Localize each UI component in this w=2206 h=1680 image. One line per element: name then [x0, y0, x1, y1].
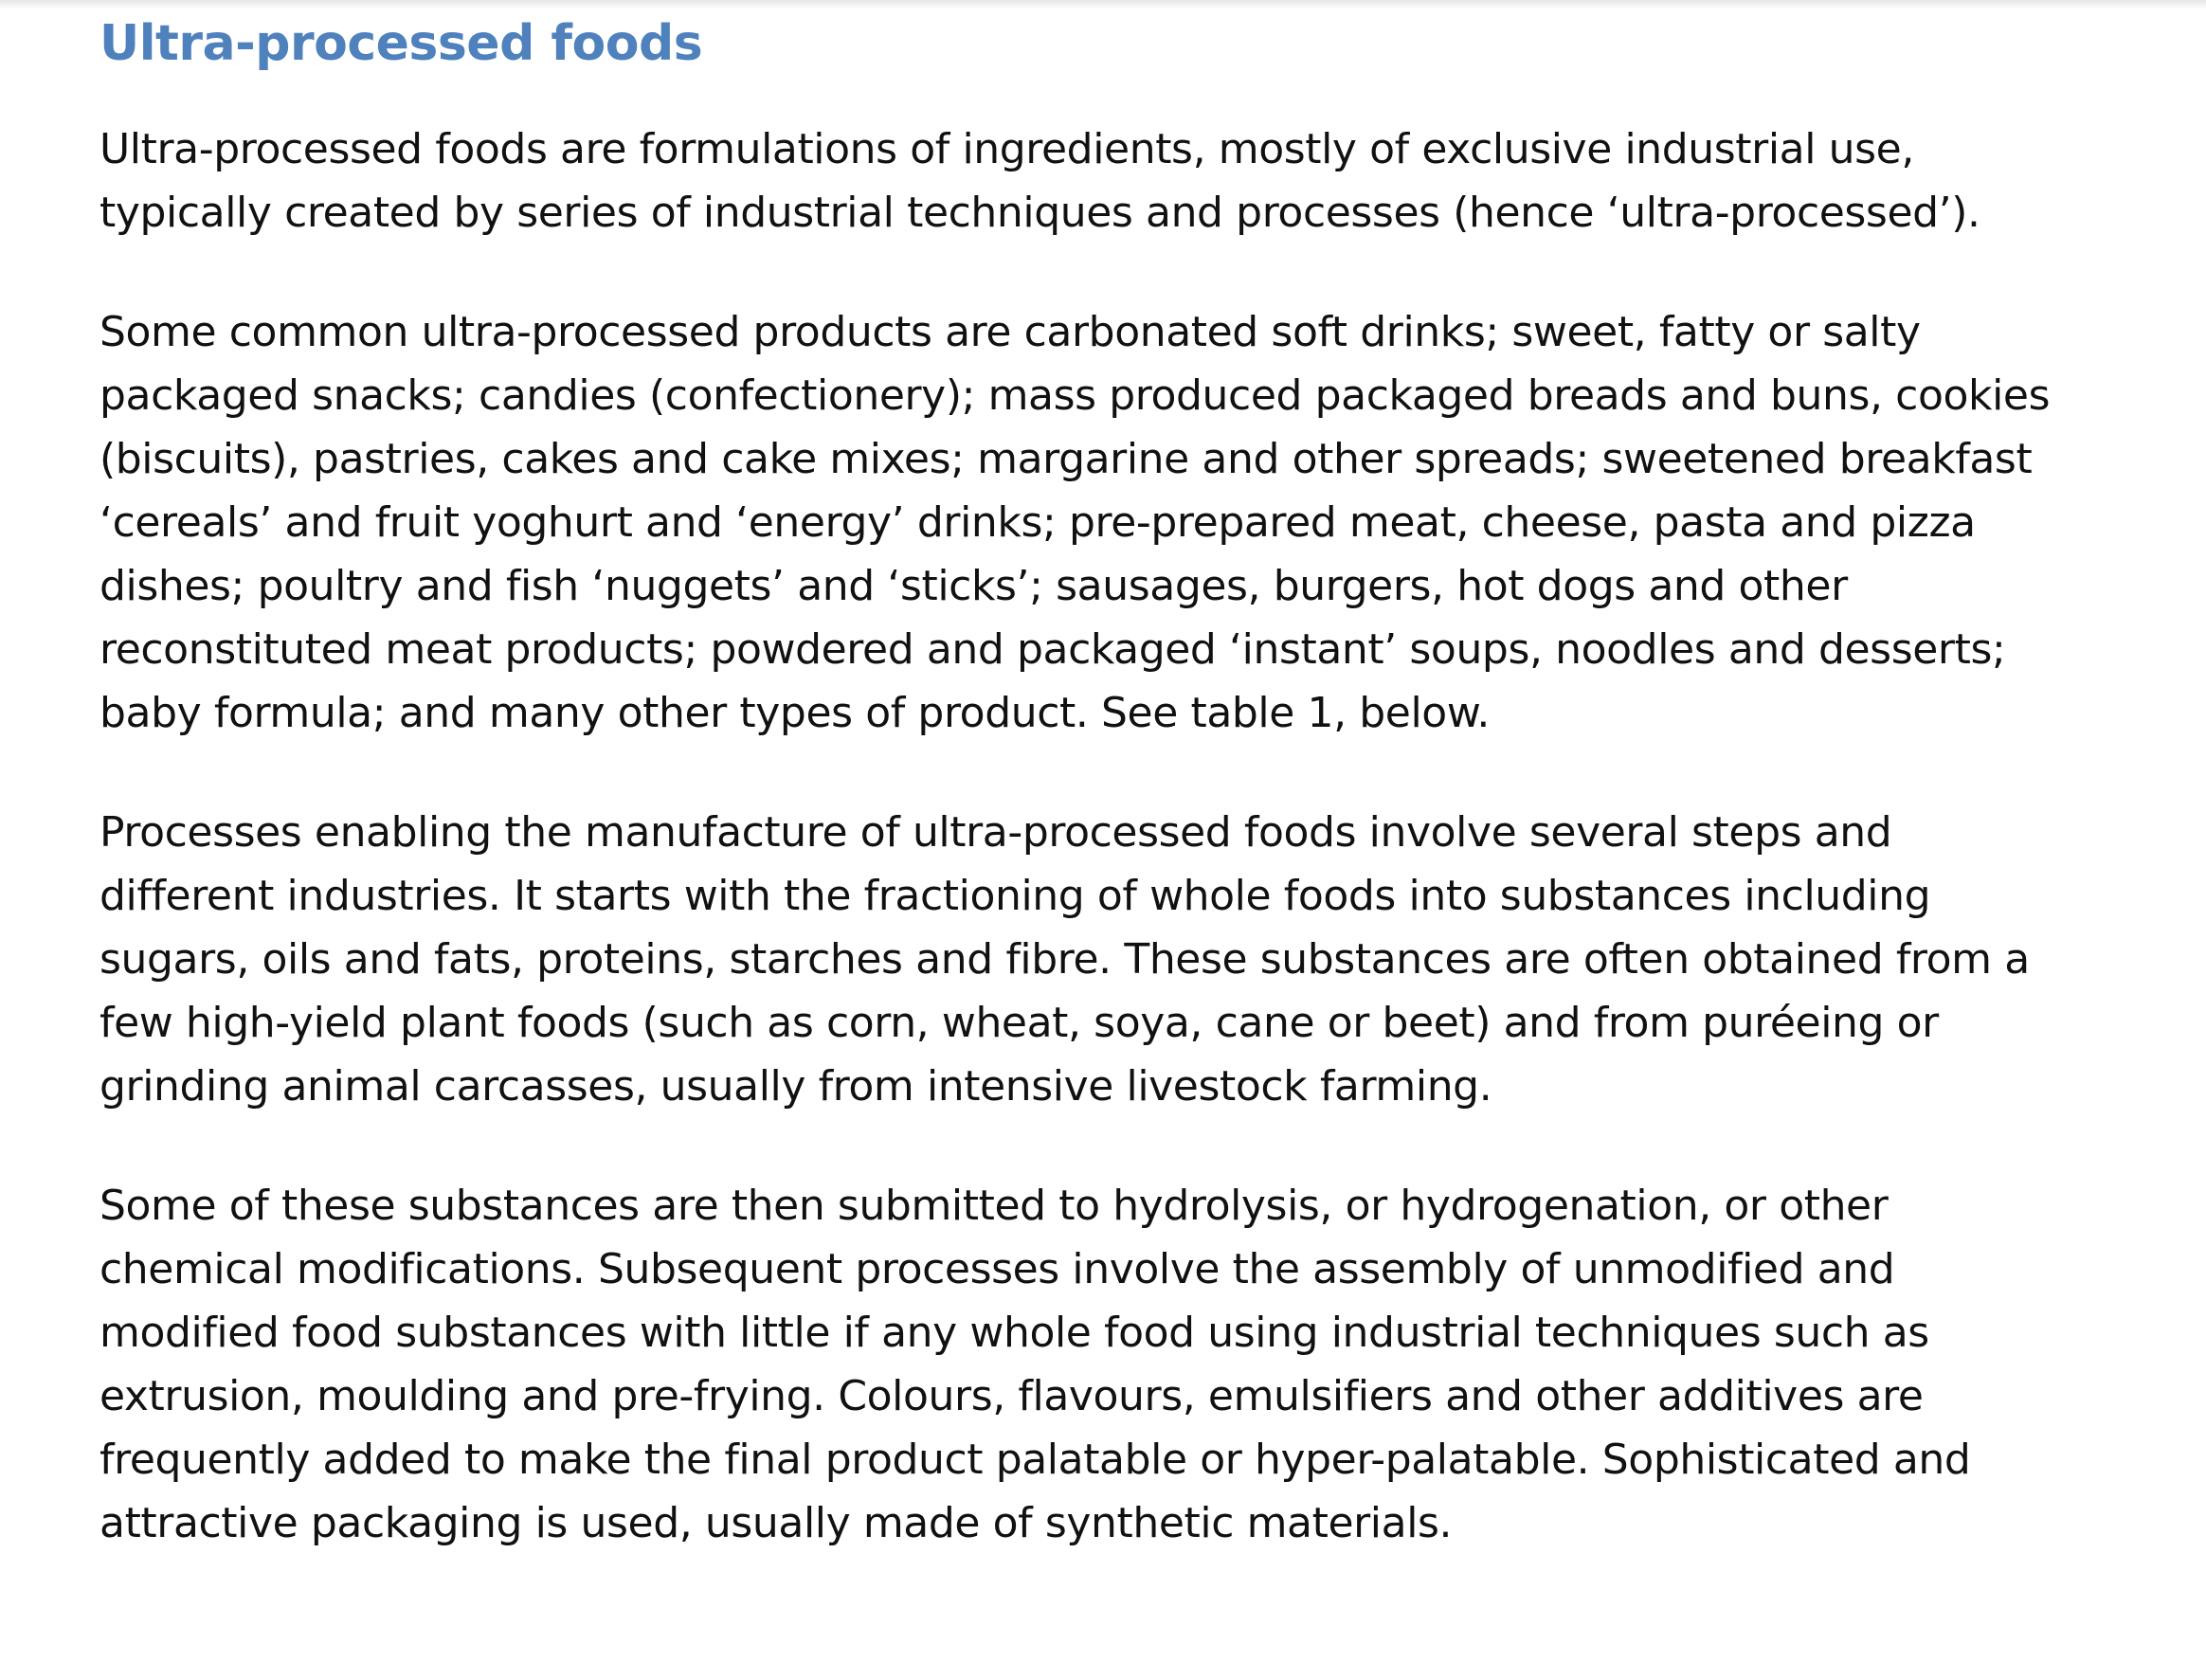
- text-line: frequently added to make the final product palatable or hyper-palatable. Sophisticated and: [99, 1436, 1971, 1484]
- paragraph-definition: [99, 117, 2165, 244]
- document-body: [99, 0, 2165, 1555]
- text-line: reconstituted meat products; powdered and packaged ‘instant’ soups, noodles and desserts;: [99, 625, 2006, 674]
- text-line: Processes enabling the manufacture of ultra-processed foods involve several steps and: [99, 808, 1892, 857]
- text-line: ‘cereals’ and fruit yoghurt and ‘energy’ drinks; pre-prepared meat, cheese, pasta and pizza: [99, 498, 1976, 547]
- text-line: packaged snacks; candies (confectionery); mass produced packaged breads and buns, cookies: [99, 371, 2051, 420]
- text-line: modified food substances with little if any whole food using industrial techniques such as: [99, 1309, 1929, 1357]
- text-line: Ultra-processed foods are formulations of ingredients, mostly of exclusive industrial use,: [99, 125, 1914, 173]
- text-line: Some common ultra-processed products are carbonated soft drinks; sweet, fatty or salty: [99, 308, 1921, 356]
- text-line: Some of these substances are then submitted to hydrolysis, or hydrogenation, or other: [99, 1182, 1889, 1230]
- text-line: chemical modifications. Subsequent processes involve the assembly of unmodified and: [99, 1245, 1895, 1293]
- text-line: grinding animal carcasses, usually from intensive livestock farming.: [99, 1062, 1492, 1111]
- text-line: dishes; poultry and fish ‘nuggets’ and ‘sticks’; sausages, burgers, hot dogs and other: [99, 562, 1848, 610]
- text-line: extrusion, moulding and pre-frying. Colours, flavours, emulsifiers and other additives are: [99, 1372, 1924, 1420]
- text-line: typically created by series of industrial techniques and processes (hence ‘ultra-processed’).: [99, 189, 1980, 237]
- paragraph-manufacture: [99, 801, 2165, 1118]
- text-line: different industries. It starts with the fractioning of whole foods into substances including: [99, 872, 1931, 920]
- text-line: few high-yield plant foods (such as corn, wheat, soya, cane or beet) and from puréeing or: [99, 999, 1939, 1047]
- text-line: attractive packaging is used, usually made of synthetic materials.: [99, 1499, 1453, 1547]
- text-line: sugars, oils and fats, proteins, starches and fibre. These substances are often obtained from a: [99, 935, 2030, 984]
- paragraph-modification: [99, 1174, 2165, 1555]
- text-line: (biscuits), pastries, cakes and cake mixes; margarine and other spreads; sweetened breakfast: [99, 435, 2033, 483]
- text-line: baby formula; and many other types of product. See table 1, below.: [99, 689, 1490, 737]
- section-heading: Ultra-processed foods: [99, 15, 703, 72]
- paragraph-examples: [99, 300, 2165, 745]
